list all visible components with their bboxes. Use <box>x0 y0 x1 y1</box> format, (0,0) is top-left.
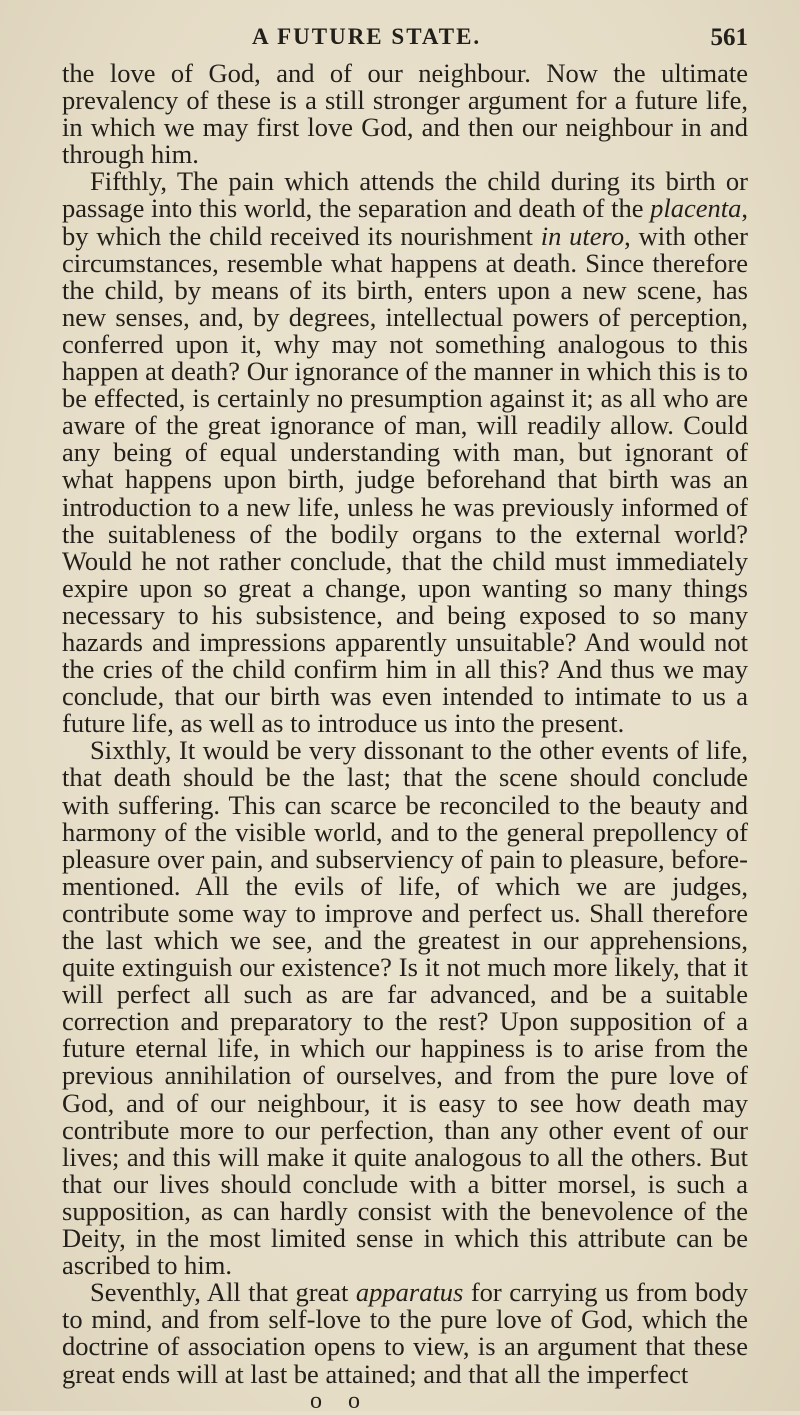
page-number: 561 <box>710 24 748 51</box>
italic-term: apparatus <box>355 1277 464 1308</box>
paragraph-2 <box>62 737 748 1279</box>
text-run: , by which the child received its nourishment <box>62 193 748 251</box>
text-run: Sixthly, It would be very dissonant to the other events of life, that death should be the last; that the scene should conclude with suffering. This can scarce be reconciled to the beauty and harmony of the visible world, and to the general prepollency of pleasure over pain, and subserviency of pain to pleasure, before-mentioned. All the evils of life, of which we are judges, contribute some way to improve and perfect us. Shall therefore the last which we see, and the greatest in our apprehensions, quite extinguish our existence? Is it not much more likely, that it will perfect all such as are far advanced, and be a suitable correction and preparatory to the rest? Upon supposition of a future eternal life, in which our happiness is to arise from the previous annihilation of ourselves, and from the pure love of God, and of our neighbour, it is easy to see how death may contribute more to our perfection, than any other event of our lives; and this will make it quite analogous to all the others. But that our lives should conclude with a bitter morsel, is such a supposition, as can hardly consist with the benevolence of the Deity, in the most limited sense in which this attribute can be ascribed to him. <box>62 735 748 1281</box>
text-run: Seventhly, All that great <box>90 1277 356 1308</box>
signature-mark: o o <box>310 1387 370 1414</box>
italic-term: in utero <box>540 220 625 251</box>
body-text <box>62 60 748 1415</box>
running-head <box>62 24 748 58</box>
italic-term: placenta <box>650 193 742 224</box>
text-run: , with other circumstances, resemble what happens at death. Since therefore the child, by means of its birth, enters upon a new scene, has new senses, and, by degrees, intellectual powers of perception, conferred upon it, why may not something analogous to this happen at death? Our ignorance of the manner in which this is to be effected, is certainly no presumption against it; as all who are aware of the great ignorance of man, will readily allow. Could any being of equal understanding with man, but ignorant of what happens upon birth, judge beforehand that birth was an introduction to a new life, unless he was previously informed of the suitableness of the bodily organs to the external world? Would he not rather conclude, that the child must immediately expire upon so great a change, upon wanting so many things necessary to his subsistence, and being exposed to so many hazards and impressions apparently unsuitable? And would not the cries of the child confirm him in all this? And thus we may conclude, that our birth was even intended to intimate to us a future life, as well as to introduce us into the present. <box>62 220 748 739</box>
text-run: for carrying us from body to mind, and from self-love to the pure love of God, which the doctrine of association opens to view, is an argument that these great ends will at last be attained; and that all the imperfect <box>62 1277 748 1389</box>
paragraph-3 <box>62 1279 748 1387</box>
paragraph-1 <box>62 168 748 737</box>
text-run: Fifthly, The pain which attends the child during its birth or passage into this world, the separation and death of the <box>62 166 748 224</box>
paragraph-0 <box>62 60 748 168</box>
running-title: A FUTURE STATE. <box>252 24 482 49</box>
text-run: the love of God, and of our neighbour. Now the ultimate prevalency of these is a still stronger argument for a future life, in which we may first love God, and then our neighbour in and through him. <box>62 58 748 170</box>
